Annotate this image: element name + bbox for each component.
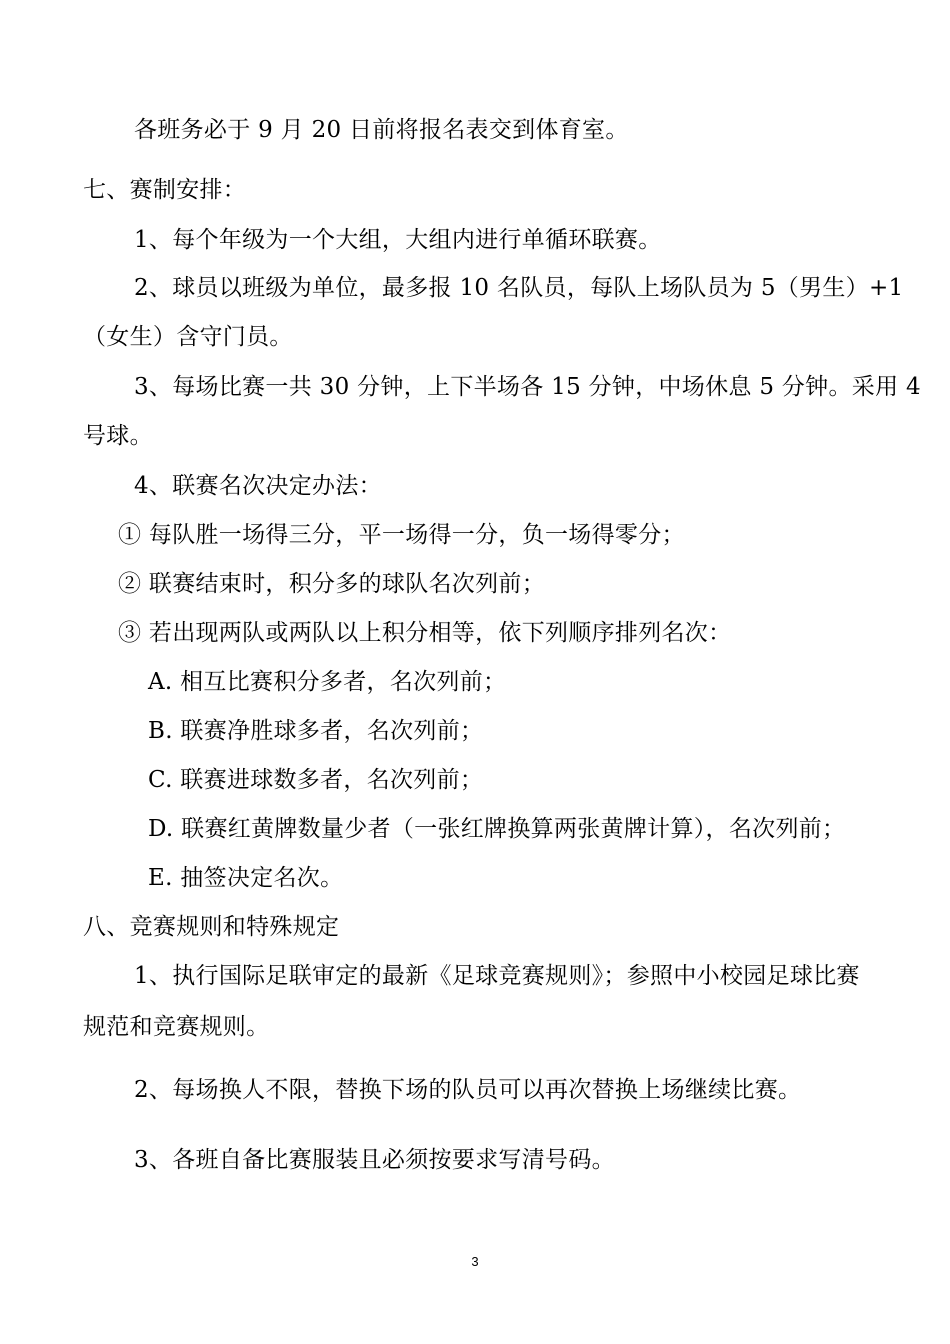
rule-7-4-text: 4、联赛名次决定办法：: [134, 473, 382, 499]
rule-7-3-text: 3、每场比赛一共 30 分钟，上下半场各 15 分钟，中场休息 5 分钟。采用 4: [134, 374, 921, 400]
tiebreak-a: A. 相互比赛积分多者，名次列前；: [148, 669, 507, 695]
tiebreak-e: E. 抽签决定名次。: [148, 865, 344, 891]
tiebreak-c: C. 联赛进球数多者，名次列前；: [148, 767, 484, 793]
rule-8-2-text: 2、每场换人不限，替换下场的队员可以再次替换上场继续比赛。: [134, 1077, 802, 1103]
tiebreak-b: B. 联赛净胜球多者，名次列前；: [148, 718, 484, 744]
section-8-heading: 八、竞赛规则和特殊规定: [83, 914, 340, 940]
ranking-rule-1: ① 每队胜一场得三分，平一场得一分，负一场得零分；: [118, 522, 685, 548]
rule-7-2-text: 2、球员以班级为单位，最多报 10 名队员，每队上场队员为 5（男生）+1: [134, 275, 904, 301]
ranking-rule-3: ③ 若出现两队或两队以上积分相等，依下列顺序排列名次：: [118, 620, 732, 646]
rule-7-3-continuation: 号球。: [83, 423, 153, 449]
section-7-heading: 七、赛制安排：: [83, 177, 247, 203]
rule-8-3-text: 3、各班自备比赛服装且必须按要求写清号码。: [134, 1147, 615, 1173]
ranking-rule-2: ② 联赛结束时，积分多的球队名次列前；: [118, 571, 546, 597]
rule-7-2-continuation: （女生）含守门员。: [83, 324, 293, 350]
rule-8-1-continuation: 规范和竞赛规则。: [83, 1014, 270, 1040]
page-number: 3: [471, 1254, 479, 1269]
rule-7-1-text: 1、每个年级为一个大组，大组内进行单循环联赛。: [134, 227, 662, 253]
registration-deadline-text: 各班务必于 9 月 20 日前将报名表交到体育室。: [134, 117, 629, 143]
rule-8-1-text: 1、执行国际足联审定的最新《足球竞赛规则》；参照中小校园足球比赛: [134, 963, 860, 989]
tiebreak-d: D. 联赛红黄牌数量少者（一张红牌换算两张黄牌计算），名次列前；: [148, 816, 846, 842]
